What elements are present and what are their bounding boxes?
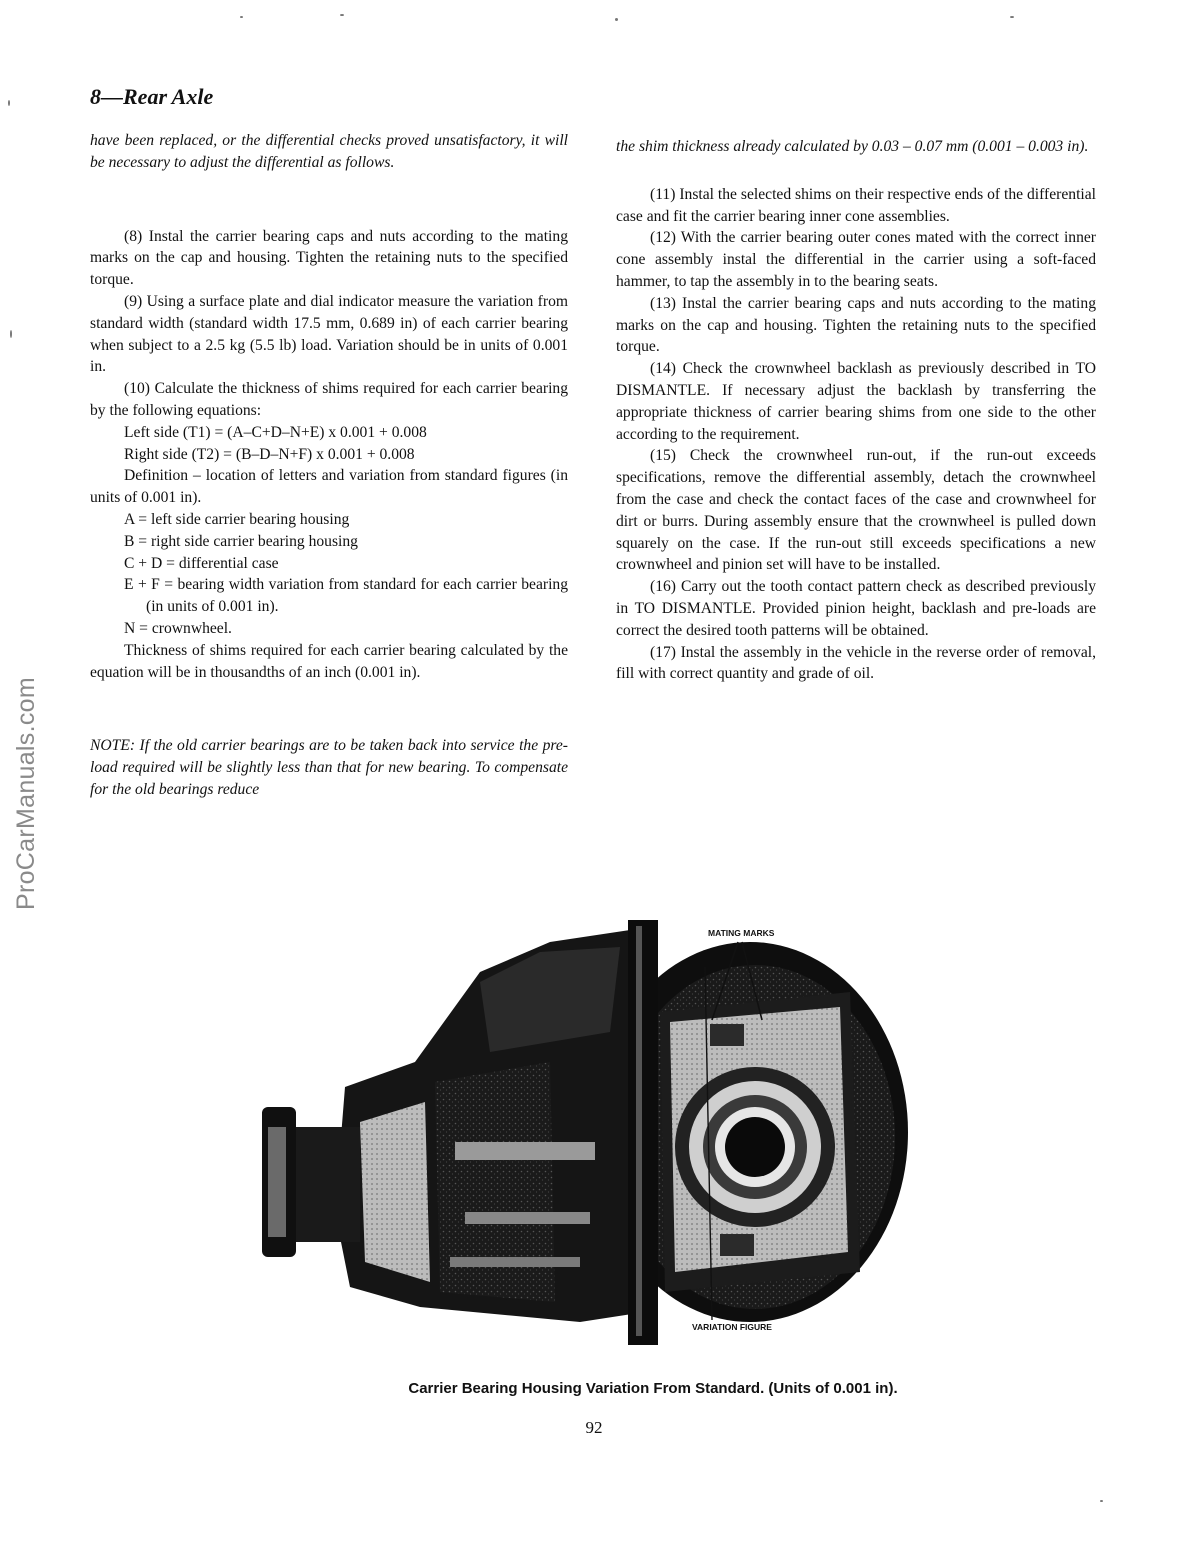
mating-flange bbox=[628, 920, 658, 1345]
scan-speck bbox=[340, 14, 344, 16]
equation-right: Right side (T2) = (B–D–N+F) x 0.001 + 0.008 bbox=[124, 445, 415, 463]
bearing-nut-top bbox=[710, 1024, 744, 1046]
scan-speck bbox=[1100, 1500, 1103, 1502]
housing-rib-4 bbox=[450, 1257, 580, 1267]
step-8: (8) Instal the carrier bearing caps and nuts according to the mating marks on the cap and housing. Tighten the retaining nuts to the specified torque. bbox=[90, 227, 568, 289]
step-11: (11) Instal the selected shims on their respective ends of the differential case and fit the carrier bearing inner cone assemblies. bbox=[616, 185, 1096, 225]
scan-speck bbox=[1010, 16, 1014, 18]
housing-rib-3 bbox=[465, 1212, 590, 1224]
step-12: (12) With the carrier bearing outer cones mated with the correct inner cone assembly instal the differential in the carrier using a soft-faced hammer, to tap the assembly in to the bearing seats. bbox=[616, 229, 1096, 290]
scan-speck bbox=[10, 330, 12, 338]
page-header: 8—Rear Axle bbox=[90, 84, 214, 109]
definition: Definition – location of letters and variation from standard figures (in units of 0.001 in). bbox=[90, 467, 568, 507]
mating-flange-edge bbox=[636, 926, 642, 1336]
scan-speck bbox=[240, 16, 243, 18]
definition-b: B = right side carrier bearing housing bbox=[124, 532, 358, 550]
step-15: (15) Check the crownwheel run-out, if the run-out exceeds specifications, remove the differential assembly, detach the crownwheel from the case and check the contact faces of the case and crownwheel for dirt or burrs. During assembly ensure that the crownwheel is pulled down squarely on the case. If the run-out still exceeds specifications a new crownwheel and pinion set will have to be installed. bbox=[616, 447, 1096, 574]
note-paragraph: NOTE: If the old carrier bearings are to be taken back into service the pre-load required will be slightly less than that for new bearing. To compensate for the old bearings reduce bbox=[90, 737, 568, 798]
right-column bbox=[616, 136, 1096, 685]
pinion-flange-face bbox=[268, 1127, 286, 1237]
bearing-nut-bottom bbox=[720, 1234, 754, 1256]
housing-highlight bbox=[360, 1102, 430, 1282]
bearing-bore bbox=[725, 1117, 785, 1177]
step-10: (10) Calculate the thickness of shims required for each carrier bearing by the following equations: bbox=[90, 380, 568, 419]
step-9: (9) Using a surface plate and dial indicator measure the variation from standard width (standard width 17.5 mm, 0.689 in) of each carrier bearing when subject to a 2.5 kg (5.5 lb) load. Variation should be in units of 0.001 in. bbox=[90, 292, 568, 376]
pinion-neck bbox=[285, 1127, 360, 1242]
mating-marks-label: MATING MARKS bbox=[708, 928, 775, 938]
page-number: 92 bbox=[585, 1418, 603, 1437]
definition-cd: C + D = differential case bbox=[124, 554, 279, 572]
housing-rib-2 bbox=[455, 1142, 595, 1160]
step-17: (17) Instal the assembly in the vehicle in the reverse order of removal, fill with correct quantity and grade of oil. bbox=[616, 643, 1096, 683]
differential-carrier-figure bbox=[250, 912, 940, 1352]
definition-ef: E + F = bearing width variation from standard for each carrier bearing (in units of 0.001 in). bbox=[124, 576, 568, 616]
variation-figure-label: VARIATION FIGURE bbox=[692, 1322, 772, 1332]
step-16: (16) Carry out the tooth contact pattern check as described previously in TO DISMANTLE. Provided pinion height, backlash and pre-loads are correct the desired tooth patterns will be obtained. bbox=[616, 578, 1096, 639]
equation-left: Left side (T1) = (A–C+D–N+E) x 0.001 + 0.008 bbox=[124, 423, 427, 441]
step-14: (14) Check the crownwheel backlash as previously described in TO DISMANTLE. If necessary adjust the backlash by transferring the appropriate thickness of carrier bearing shims from one side to the other according to the requirement. bbox=[616, 360, 1096, 443]
scan-speck bbox=[8, 100, 10, 106]
figure-caption-text: Carrier Bearing Housing Variation From Standard. (Units of 0.001 in). bbox=[408, 1380, 898, 1397]
left-column bbox=[90, 130, 568, 801]
scan-speck bbox=[615, 18, 618, 21]
figure-caption bbox=[0, 1380, 1188, 1397]
note-continued: the shim thickness already calculated by 0.03 – 0.07 mm (0.001 – 0.003 in). bbox=[616, 138, 1089, 155]
step-13: (13) Instal the carrier bearing caps and nuts according to the mating marks on the cap and housing. Tighten the retaining nuts to the specified torque. bbox=[616, 294, 1096, 356]
watermark: ProCarManuals.com bbox=[12, 677, 40, 910]
definition-n: N = crownwheel. bbox=[124, 619, 232, 637]
thickness-paragraph: Thickness of shims required for each carrier bearing calculated by the equation will be in thousandths of an inch (0.001 in). bbox=[90, 641, 568, 681]
definition-a: A = left side carrier bearing housing bbox=[124, 510, 350, 528]
intro-paragraph: have been replaced, or the differential checks proved unsatisfactory, it will be necessary to adjust the differential as follows. bbox=[90, 132, 568, 171]
